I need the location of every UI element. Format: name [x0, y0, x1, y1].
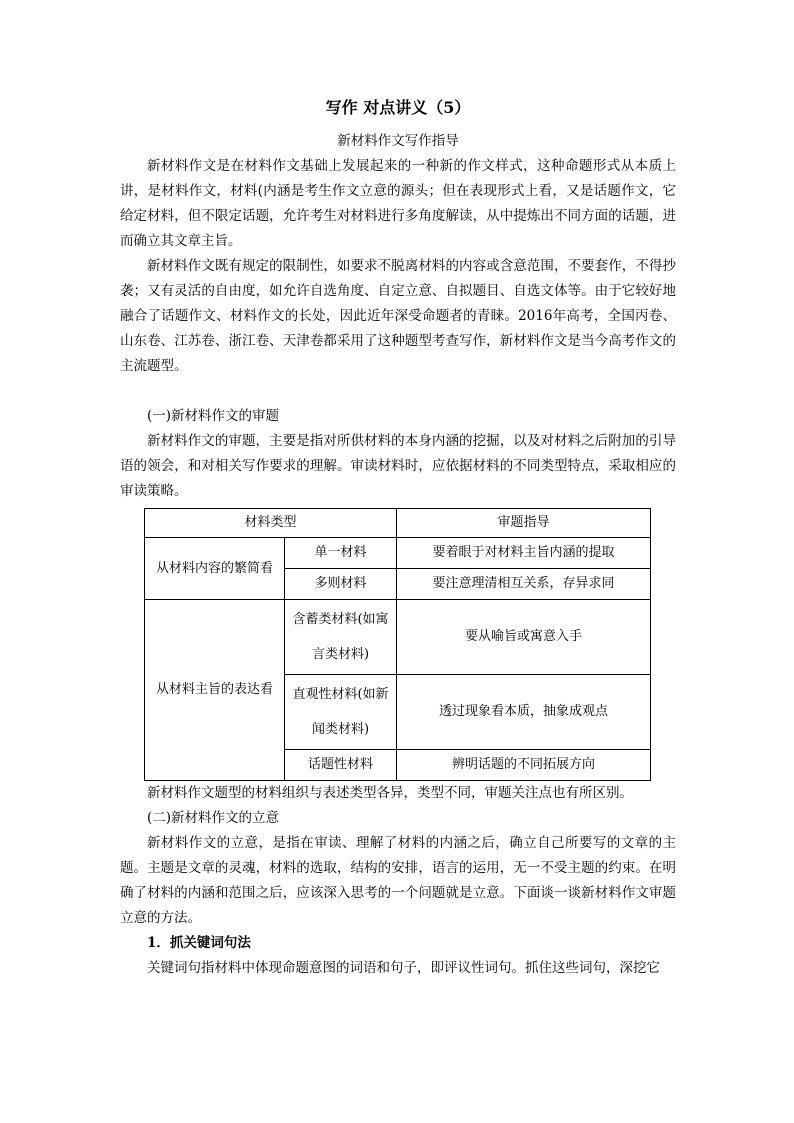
table-type-cell: 话题性材料	[285, 750, 397, 781]
table-header-material-type: 材料类型	[145, 509, 397, 538]
section1-paragraph: 新材料作文的审题，主要是指对所供材料的本身内涵的挖掘，以及对材料之后附加的引导语的领会，和对相关写作要求的理解。审读材料时，应依据材料的不同类型特点，采取相应的审读策略。	[120, 433, 676, 499]
table-guide-cell: 要注意理清相互关系，存异求同	[397, 569, 651, 600]
intro-paragraph-1: 新材料作文是在材料作文基础上发展起来的一种新的作文样式，这种命题形式从本质上讲，是材料作文，材料(内涵是考生作文立意的源头；但在表现形式上看，又是话题作文，它给定材料，但不限定话题，允许考生对材料进行多角度解读，从中提炼出不同方面的话题，进而确立其文章主旨。	[120, 158, 676, 249]
table-guide-cell: 要从喻旨或寓意入手	[397, 600, 651, 675]
method1-paragraph: 关键词句指材料中体现命题意图的词语和句子，即评议性词句。抓住这些词句，深挖它	[147, 960, 660, 976]
table-guide-cell: 透过现象看本质，抽象成观点	[397, 675, 651, 750]
document-content	[120, 96, 676, 981]
table-type-cell: 直观性材料(如新闻类材料)	[285, 675, 397, 750]
section2-paragraph: 新材料作文的立意，是指在审读、理解了材料的内涵之后，确立自己所要写的文章的主题。主题是文章的灵魂，材料的选取，结构的安排，语言的运用，无一不受主题的约束。在明确了材料的内涵和范围之后，应该深入思考的一个问题就是立意。下面谈一谈新材料作文审题立意的方法。	[120, 835, 676, 926]
table-header-guide: 审题指导	[397, 509, 651, 538]
table-row	[145, 538, 651, 569]
review-guide-table	[144, 508, 651, 781]
after-table-note: 新材料作文题型的材料组织与表述类型各异，类型不同，审题关注点也有所区别。	[147, 785, 633, 801]
table-category-cell: 从材料内容的繁简看	[145, 538, 285, 600]
table-type-cell: 含蓄类材料(如寓言类材料)	[285, 600, 397, 675]
table-row	[145, 600, 651, 675]
table-category-cell: 从材料主旨的表达看	[145, 600, 285, 781]
table-header-row	[145, 509, 651, 538]
document-title: 写作 对点讲义（5）	[325, 98, 471, 117]
method1-heading: 1．抓关键词句法	[147, 935, 251, 951]
table-guide-cell: 辨明话题的不同拓展方向	[397, 750, 651, 781]
section1-heading: (一)新材料作文的审题	[147, 408, 280, 424]
intro-paragraph-2: 新材料作文既有规定的限制性，如要求不脱离材料的内容或含意范围，不要套作，不得抄袭；又有灵活的自由度，如允许自选角度、自定立意、自拟题目、自选文体等。由于它较好地融合了话题作文、材料作文的长处，因此近年深受命题者的青睐。2016年高考，全国丙卷、山东卷、江苏卷、浙江卷、天津卷都采用了这种题型考查写作，新材料作文是当今高考作文的主流题型。	[120, 258, 676, 374]
table-guide-cell: 要着眼于对材料主旨内涵的提取	[397, 538, 651, 569]
table-type-cell: 多则材料	[285, 569, 397, 600]
section2-heading: (二)新材料作文的立意	[147, 810, 280, 826]
table-type-cell: 单一材料	[285, 538, 397, 569]
document-subtitle: 新材料作文写作指导	[337, 133, 459, 149]
